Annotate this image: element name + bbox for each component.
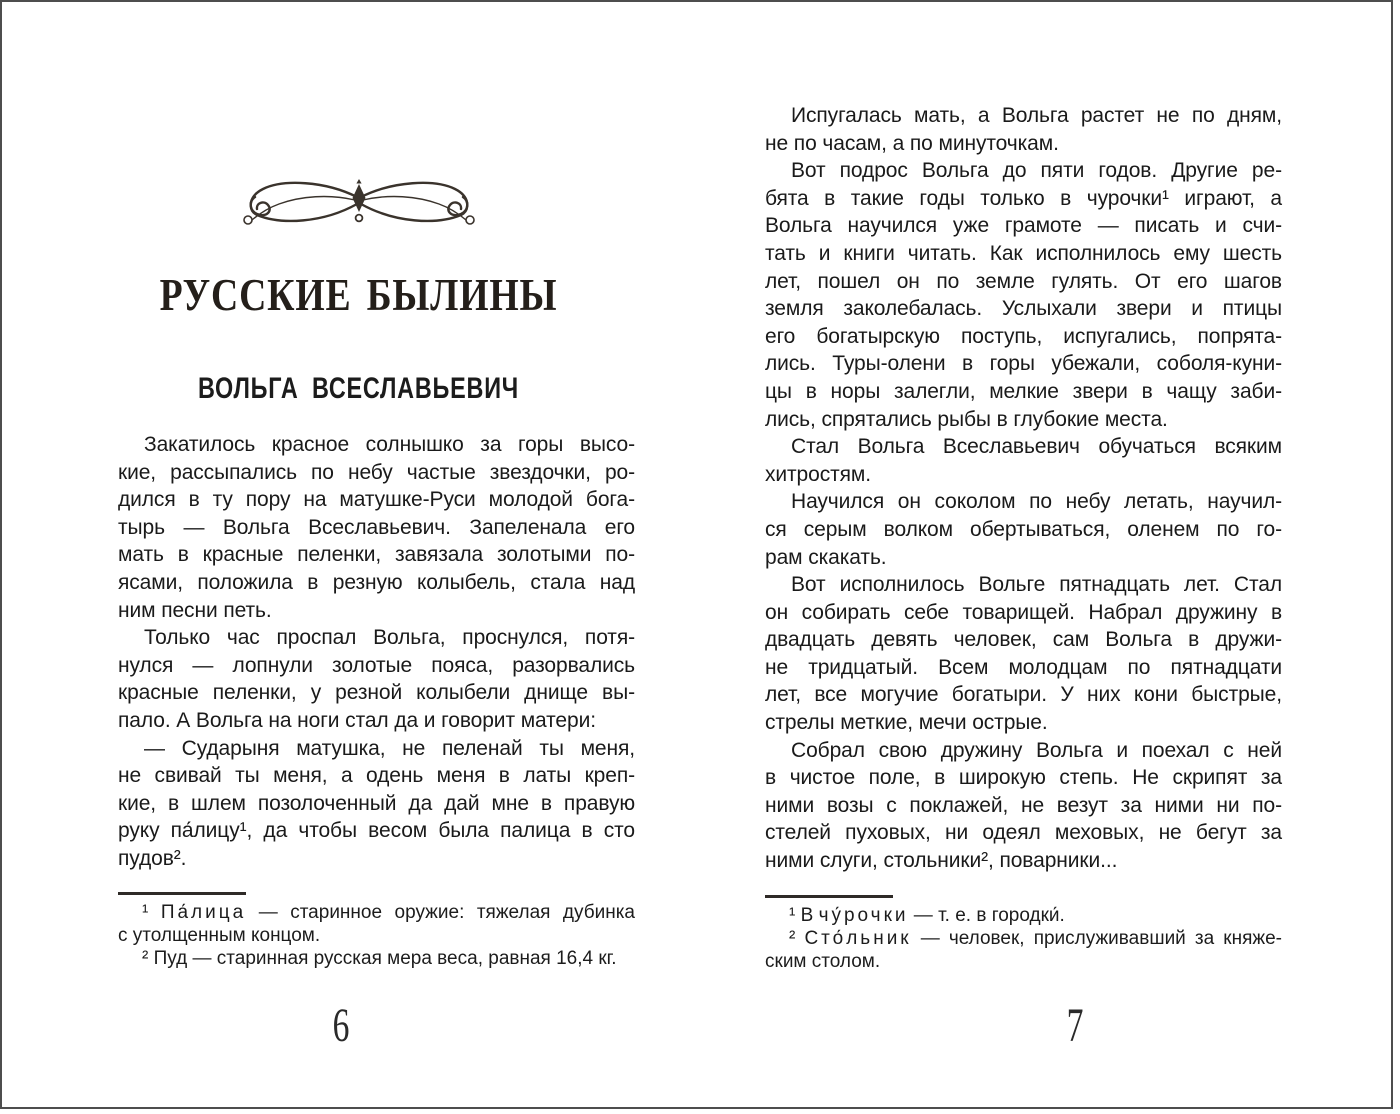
page-number-left: 6 (332, 999, 350, 1052)
text-line: цы в норы залегли, мелкие звери в чащу заби- (765, 379, 1282, 403)
text-line: Вольга научился уже грамоте — писать и счи- (765, 214, 1282, 238)
chapter-title: ВОЛЬГА ВСЕСЛАВЬЕВИЧ (197, 372, 520, 405)
footnote-term: Сто́льник (804, 928, 912, 949)
text-line: Вот подрос Вольга до пяти годов. Другие ре- (791, 159, 1282, 183)
text-segment: — старинное оружие: тяжелая дубинка (246, 902, 635, 923)
text-line: лет, все могучие богатыри. У них кони быстрые, (765, 683, 1282, 707)
text-line: с утолщенным концом. (118, 925, 321, 946)
text-line: в чистое поле, в широкую степь. Не скрипят за (765, 766, 1282, 790)
text-line: бята в такие годы только в чурочки¹ играют, а (765, 186, 1282, 210)
text-line: Стал Вольга Всеславьевич обучаться всяким (791, 435, 1282, 459)
text-line: ними слуги, стольники², поварники... (765, 849, 1118, 873)
text-line: нулся — лопнули золотые пояса, разорвались (118, 653, 635, 677)
text-line: земля заколебалась. Услыхали звери и птицы (765, 297, 1282, 321)
text-line: не свивай ты меня, а одень меня в латы креп- (118, 764, 635, 788)
text-line: он собирать себе товарищей. Набрал дружину в (765, 600, 1282, 624)
text-line: рам скакать. (765, 545, 887, 569)
text-line: ними возы с поклажей, не везут за ними ни по- (765, 793, 1282, 817)
text-line: ² Пуд — старинная русская мера веса, равная 16,4 кг. (142, 948, 617, 969)
paragraph (765, 737, 1282, 875)
text-line: руку па́лицу¹, да чтобы весом была палица в сто (118, 819, 635, 843)
text-line: Вот исполнилось Вольге пятнадцать лет. Стал (791, 573, 1282, 597)
text-line (765, 927, 1282, 950)
footnotes-right (765, 904, 1282, 973)
text-line: Закатилось красное солнышко за горы высо- (144, 433, 635, 456)
text-line: мать в красные пеленки, завязала золотыми по- (118, 543, 635, 567)
book-title: РУССКИЕ БЫЛИНЫ (159, 269, 558, 320)
text-segment: ² (789, 928, 805, 949)
text-line: лет, пошел он по земле гулять. От его шагов (765, 269, 1282, 293)
text-line: лись. Туры-олени в горы убежали, соболя-куни- (765, 352, 1282, 376)
text-line: ским столом. (765, 951, 881, 972)
text-line: Собрал свою дружину Вольга и поехал с ней (791, 738, 1282, 762)
paragraph (118, 901, 635, 947)
story-text-right (765, 102, 1282, 875)
text-segment: — человек, прислуживавший за княже- (911, 928, 1282, 949)
paragraph (765, 927, 1282, 973)
text-line: его богатырскую поступь, испугались, попрята- (765, 324, 1282, 348)
text-segment: ¹ В (789, 905, 819, 926)
paragraph (765, 571, 1282, 737)
paragraph (765, 488, 1282, 571)
paragraph (118, 624, 635, 734)
page-number-right: 7 (1066, 999, 1084, 1052)
text-line: стрелы меткие, мечи острые. (765, 711, 1048, 735)
flourish-divider-icon (100, 173, 617, 234)
footnotes-left (118, 901, 635, 970)
text-line (118, 901, 635, 924)
paragraph (765, 433, 1282, 488)
footnote-divider (765, 895, 893, 898)
text-line: пало. А Вольга на ноги стал да и говорит матери: (118, 708, 596, 732)
text-line: кие, рассыпались по небу частые звездочки, ро- (118, 460, 635, 484)
footnote-term: чу́рочки (818, 905, 909, 926)
paragraph (765, 102, 1282, 157)
paragraph (118, 947, 635, 970)
text-line: хитростям. (765, 462, 871, 486)
text-line: красные пеленки, у резной колыбели днище вы- (118, 681, 635, 705)
text-line: лись, спрятались рыбы в глубокие места. (765, 407, 1168, 431)
text-line: ся серым волком обертываться, оленем по го- (765, 517, 1282, 541)
paragraph (765, 904, 1282, 927)
right-page (765, 0, 1282, 1114)
text-line: ним песни петь. (118, 598, 272, 622)
text-segment: — т. е. в городки́. (908, 905, 1065, 926)
left-page (118, 0, 635, 1114)
paragraph (118, 431, 635, 624)
text-line: не тридцатый. Всем молодцам по пятнадцати (765, 655, 1282, 679)
text-line: не по часам, а по минуточкам. (765, 131, 1059, 155)
text-line: Научился он соколом по небу летать, научил- (791, 490, 1282, 514)
footnote-divider (118, 892, 246, 895)
text-line: дился в ту пору на матушке-Руси молодой бога- (118, 488, 635, 512)
text-line (765, 904, 1282, 927)
text-line: тать и книги читать. Как исполнилось ему шесть (765, 241, 1282, 265)
text-line: двадцать девять человек, сам Вольга в дружи- (765, 628, 1282, 652)
text-line: — Сударыня матушка, не пеленай ты меня, (144, 736, 635, 760)
story-text-left (118, 431, 635, 873)
text-line: пудов². (118, 846, 187, 870)
footnote-term: Па́лица (160, 902, 247, 923)
text-line: стелей пуховых, ни одеял меховых, не бегут за (765, 821, 1282, 845)
text-line: Испугалась мать, а Вольга растет не по дням, (791, 104, 1282, 127)
text-line: ясами, положила в резную колыбель, стала над (118, 570, 635, 594)
text-line: тырь — Вольга Всеславьевич. Запеленала его (118, 515, 635, 539)
text-segment: ¹ (142, 902, 161, 923)
text-line: Только час проспал Вольга, проснулся, потя- (144, 626, 635, 650)
paragraph (765, 157, 1282, 433)
text-line: кие, в шлем позолоченный да дай мне в правую (118, 791, 635, 815)
paragraph (118, 735, 635, 873)
